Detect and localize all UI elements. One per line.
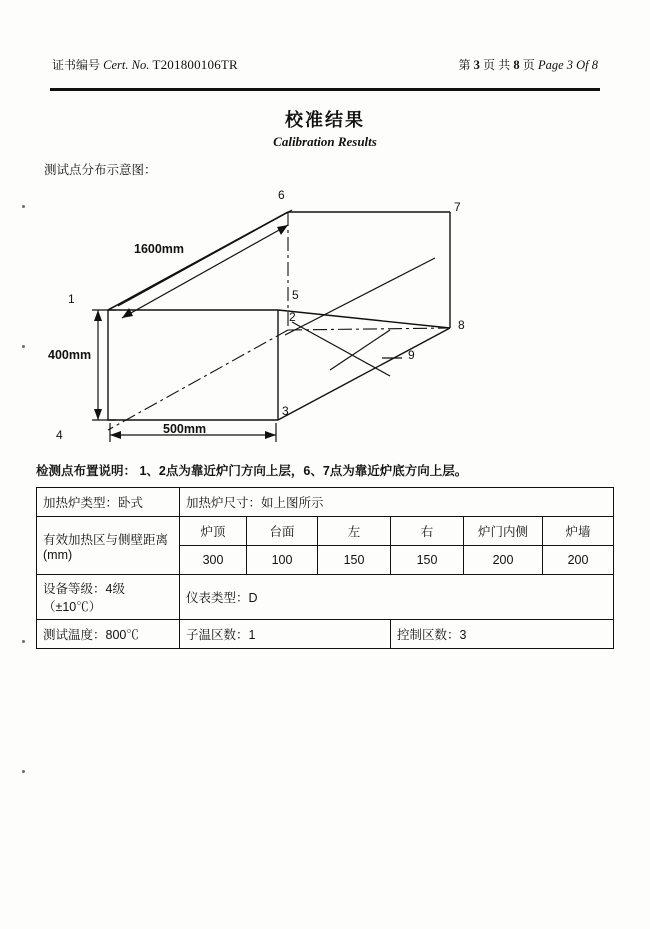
value-instrument-type: D bbox=[248, 591, 258, 605]
cell-equipment-grade bbox=[37, 575, 180, 620]
value-furnace-wall: 200 bbox=[543, 546, 614, 575]
page-current-number: 3 bbox=[473, 58, 480, 72]
header-furnace-wall: 炉墙 bbox=[543, 517, 614, 546]
document-header bbox=[52, 56, 598, 73]
value-left: 150 bbox=[318, 546, 391, 575]
diagram-point-6: 6 bbox=[278, 188, 285, 202]
cell-control-zone-count bbox=[391, 620, 614, 649]
cell-distance-label: 有效加热区与侧壁距离(mm) bbox=[37, 517, 180, 575]
certificate-number-block bbox=[52, 56, 238, 73]
cell-furnace-type bbox=[37, 488, 180, 517]
page-indicator bbox=[458, 56, 598, 73]
page-prefix-cn: 第 bbox=[458, 58, 471, 72]
page-title-cn: 校准结果 bbox=[285, 110, 365, 130]
header-right: 右 bbox=[391, 517, 464, 546]
page-mid-cn: 页 共 bbox=[482, 58, 511, 72]
header-furnace-top: 炉顶 bbox=[180, 517, 247, 546]
header-divider bbox=[50, 88, 600, 91]
value-furnace-size: 如上图所示 bbox=[261, 496, 324, 510]
table-row bbox=[37, 575, 614, 620]
diagram-dimension-height: 400mm bbox=[48, 348, 92, 362]
table-row bbox=[37, 488, 614, 517]
value-control-zone-count: 3 bbox=[459, 628, 467, 642]
diagram-dimension-width: 500mm bbox=[163, 422, 207, 436]
page-suffix-cn: 页 bbox=[522, 58, 535, 72]
value-sub-zone-count: 1 bbox=[248, 628, 256, 642]
cell-test-temperature bbox=[37, 620, 180, 649]
value-furnace-door-inner: 200 bbox=[464, 546, 543, 575]
diagram-point-8: 8 bbox=[458, 318, 465, 332]
page-prefix-en: Page bbox=[537, 58, 564, 72]
label-furnace-type: 加热炉类型： bbox=[43, 496, 119, 510]
label-test-temperature: 测试温度： bbox=[43, 628, 106, 642]
page-current-number-en: 3 bbox=[566, 58, 573, 72]
label-sub-zone-count: 子温区数： bbox=[186, 628, 249, 642]
page-title-en: Calibration Results bbox=[273, 134, 377, 149]
header-furnace-door-inner: 炉门内侧 bbox=[464, 517, 543, 546]
header-left: 左 bbox=[318, 517, 391, 546]
diagram-dimension-length: 1600mm bbox=[134, 242, 185, 256]
table-row bbox=[37, 620, 614, 649]
scan-artifact bbox=[22, 345, 25, 348]
table-row bbox=[37, 517, 614, 546]
page-mid-en: Of bbox=[576, 58, 589, 72]
diagram-point-2: 2 bbox=[289, 310, 296, 324]
label-instrument-type: 仪表类型： bbox=[186, 591, 249, 605]
value-equipment-grade: 4级（±10℃） bbox=[43, 582, 125, 614]
diagram-point-1: 1 bbox=[68, 292, 75, 306]
scan-artifact bbox=[22, 770, 25, 773]
label-control-zone-count: 控制区数： bbox=[397, 628, 460, 642]
diagram-point-4: 4 bbox=[56, 428, 63, 442]
section-label-test-point-layout: 测试点分布示意图： bbox=[44, 163, 157, 177]
label-furnace-size: 加热炉尺寸： bbox=[186, 496, 262, 510]
cert-label-cn: 证书编号 bbox=[52, 58, 101, 72]
diagram-point-9: 9 bbox=[408, 348, 415, 362]
scan-artifact bbox=[22, 640, 25, 643]
diagram-point-5: 5 bbox=[292, 288, 299, 302]
furnace-diagram bbox=[30, 180, 620, 455]
cert-number-value: T201800106TR bbox=[152, 57, 238, 72]
value-furnace-type: 卧式 bbox=[118, 496, 144, 510]
value-furnace-top: 300 bbox=[180, 546, 247, 575]
diagram-point-7: 7 bbox=[454, 200, 461, 214]
diagram-point-3: 3 bbox=[282, 404, 289, 418]
label-equipment-grade: 设备等级： bbox=[43, 582, 106, 596]
value-table-surface: 100 bbox=[247, 546, 318, 575]
page-total-number: 8 bbox=[513, 58, 520, 72]
cell-furnace-size bbox=[180, 488, 614, 517]
value-test-temperature: 800℃ bbox=[105, 628, 139, 642]
cert-label-en: Cert. No. bbox=[103, 58, 150, 72]
header-table-surface: 台面 bbox=[247, 517, 318, 546]
value-right: 150 bbox=[391, 546, 464, 575]
test-point-note: 检测点布置说明： 1、2点为靠近炉门方向上层，6、7点为靠近炉底方向上层。 bbox=[36, 464, 468, 478]
furnace-spec-table bbox=[36, 487, 614, 649]
page-total-number-en: 8 bbox=[591, 58, 598, 72]
cell-instrument-type bbox=[180, 575, 614, 620]
scan-artifact bbox=[22, 205, 25, 208]
cell-sub-zone-count bbox=[180, 620, 391, 649]
